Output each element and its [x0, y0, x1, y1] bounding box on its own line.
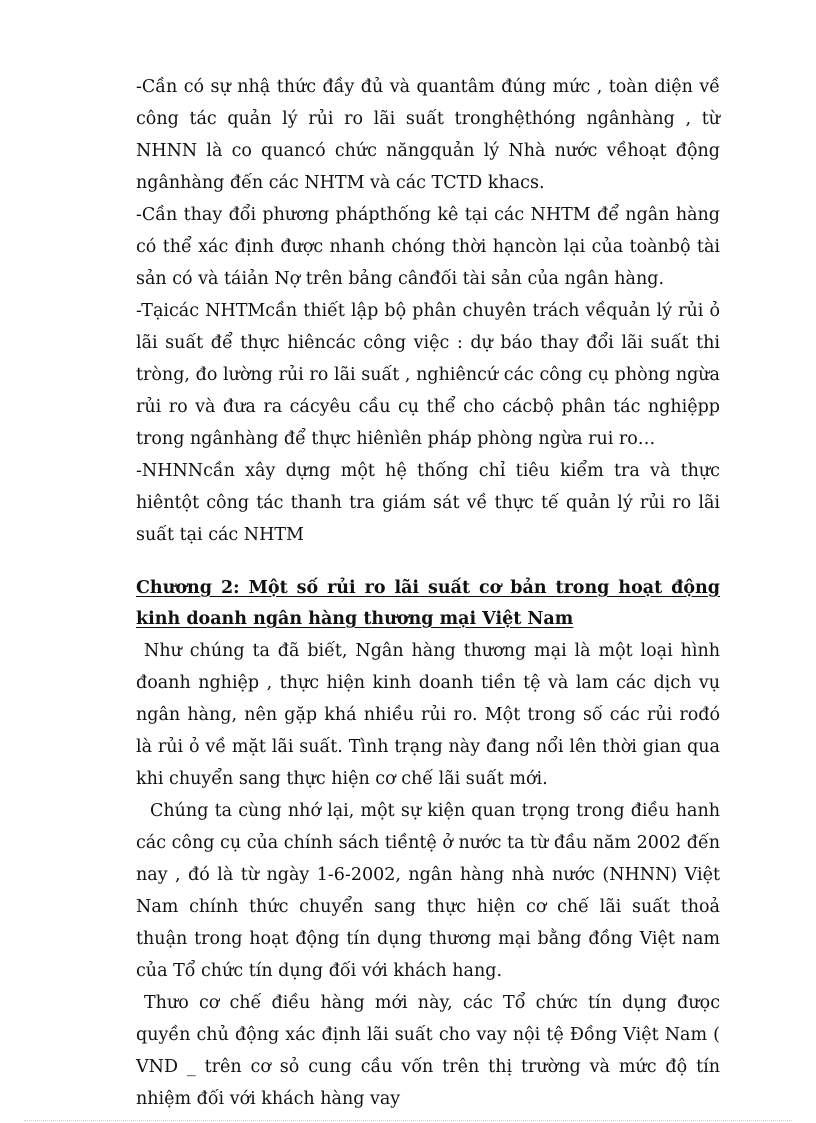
body-paragraph-1: Như chúng ta đã biết, Ngân hàng thương mại là một loại hình đoanh nghiệp , thực hiện kinh doanh tiền tệ và lam các dịch vụ ngân hàng, nên gặp khá nhiều rủi ro. Một trong số các rủi rođó là rủi ỏ về mặt lãi suất. Tình trạng này đang nổi lên thời gian qua khi chuyển sang thực hiện cơ chế lãi suất mới.: [136, 641, 720, 789]
chapter-heading: Chương 2: Một số rủi ro lãi suất cơ bản trong hoạt động kinh doanh ngân hàng thương mại Việt Nam: [136, 578, 720, 629]
page-bottom-divider: [24, 1120, 792, 1121]
bullet-paragraph-3: -Tạicác NHTMcần thiết lập bộ phân chuyên trách vềquản lý rủi ỏ lãi suất để thực hiêncác công việc : dự báo thay đổi lãi suất thi tròng, đo lường rủi ro lãi suất , nghiêncứ các công cụ phòng ngừa rủi ro và đưa ra cácyêu cầu cụ thể cho cácbộ phân tác nghiệpp trong ngânhàng để thực hiênìên pháp phòng ngừa rui ro…: [136, 301, 720, 449]
body-paragraph-3: Thưo cơ chế điều hàng mới này, các Tổ chức tín dụng đưọc quyền chủ động xác định lãi suất cho vay nội tệ Đồng Việt Nam ( VND _ trên cơ sỏ cung cầu vốn trên thị trường và mức độ tín nhiệm đối với khách hàng vay: [136, 993, 720, 1109]
body-paragraph-2: Chúng ta cùng nhớ lại, một sự kiện quan trọng trong điều hanh các công cụ của chính sách tiềntệ ở nước ta từ đầu năm 2002 đến nay , đó là từ ngày 1-6-2002, ngân hàng nhà nước (NHNN) Việt Nam chính thức chuyển sang thực hiện cơ chế lãi suất thoả thuận trong hoạt động tín dụng thương mại bằng đồng Việt nam của Tổ chức tín dụng đối với khách hang.: [136, 801, 720, 981]
bullet-paragraph-1: -Cần có sự nhậ thức đầy đủ và quantâm đúng mức , toàn diện về công tác quản lý rủi ro lãi suất tronghệthóng ngânhàng , từ NHNN là co quancó chức năngquản lý Nhà nước vềhoạt động ngânhàng đến các NHTM và các TCTD khacs.: [136, 77, 720, 193]
document-body: [136, 71, 720, 1115]
bullet-paragraph-2: -Cần thay đổi phương phápthống kê tại các NHTM để ngân hàng có thể xác định được nhanh chóng thời hạncòn lại của toànbộ tài sản có và táiản Nợ trên bảng cânđối tài sản của ngân hàng.: [136, 205, 720, 289]
bullet-paragraph-4: -NHNNcần xây dựng một hệ thống chỉ tiêu kiểm tra và thực hiêntột công tác thanh tra giám sát về thực tế quản lý rủi ro lãi suất tại các NHTM: [136, 461, 720, 545]
